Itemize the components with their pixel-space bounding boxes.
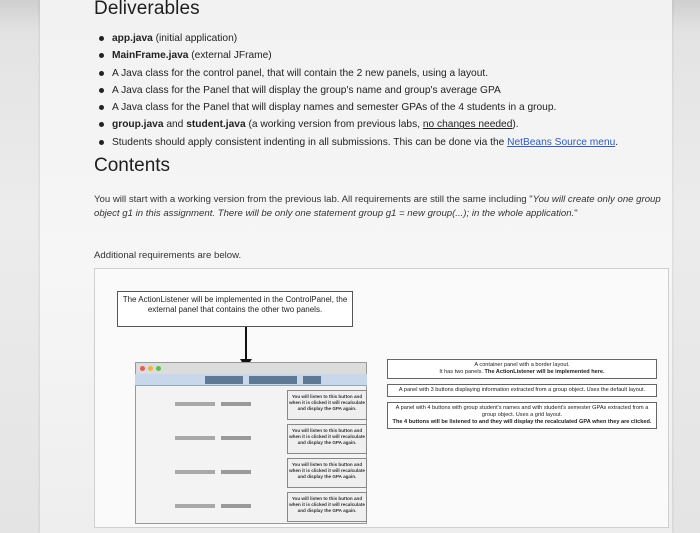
student-row (135, 388, 367, 422)
list-item: A Java class for the control panel, that will contain the 2 new panels, using a layout. (98, 65, 618, 82)
student-name-label (175, 402, 215, 406)
group-info-panel (135, 374, 367, 386)
container-panel-note: A container panel with a border layout. It has two panels. The ActionListener will be implemented here. (387, 359, 657, 379)
list-item: app.java (initial application) (98, 30, 618, 47)
netbeans-source-menu-link[interactable]: NetBeans Source menu (507, 136, 616, 148)
group-name-button (205, 376, 243, 384)
list-item: group.java and student.java (a working version from previous labs, no changes needed). (98, 116, 618, 133)
student-row (135, 422, 367, 456)
student-gpa-button[interactable]: You will listen to this button and when it is clicked it will recalculate and display the GPA again. (287, 492, 367, 522)
arrow-line (245, 327, 247, 361)
layout-diagram (94, 268, 669, 528)
student-name-label (175, 436, 215, 440)
list-item: MainFrame.java (external JFrame) (98, 47, 618, 64)
contents-paragraph: You will start with a working version from the previous lab. All requirements are still the same including "You will create only one group object g1 in this assignment. There will be only one statement group g1 = new group(...); in the whole application." (94, 194, 661, 219)
student-gpa-label (221, 436, 251, 440)
actionlistener-callout: The ActionListener will be implemented in the ControlPanel, the external panel that contains the other two panels. (117, 291, 353, 327)
group-gpa-button (249, 376, 297, 384)
list-item: A Java class for the Panel that will display the group's name and group's average GPA (98, 82, 618, 99)
student-name-label (175, 504, 215, 508)
student-gpa-label (221, 504, 251, 508)
document-page (40, 0, 672, 533)
student-row (135, 490, 367, 524)
diagram-notes (387, 359, 657, 434)
student-gpa-button[interactable]: You will listen to this button and when it is clicked it will recalculate and display the GPA again. (287, 458, 367, 488)
additional-requirements-text: Additional requirements are below. (94, 250, 242, 261)
list-item: Students should apply consistent indenting in all submissions. This can be done via the NetBeans Source menu. (98, 134, 618, 151)
student-name-label (175, 470, 215, 474)
deliverables-heading: Deliverables (94, 0, 200, 19)
group-panel-note: A panel with 3 buttons displaying information extracted from a group object. Uses the default layout. (387, 384, 657, 397)
zoom-dot-icon (156, 366, 161, 371)
student-gpa-label (221, 402, 251, 406)
minimize-dot-icon (148, 366, 153, 371)
student-gpa-button[interactable]: You will listen to this button and when it is clicked it will recalculate and display the GPA again. (287, 390, 367, 420)
contents-heading: Contents (94, 155, 171, 176)
list-item: A Java class for the Panel that will display names and semester GPAs of the 4 students in a group. (98, 99, 618, 116)
close-dot-icon (140, 366, 145, 371)
student-row (135, 456, 367, 490)
student-panel-note: A panel with 4 buttons with group student's names and with student's semester GPAs extracted from a group object. Uses a grid layout. The 4 buttons will be listened to and they will display the recalculated GPA when they are clicked. (387, 402, 657, 429)
deliverables-list (98, 30, 618, 151)
student-gpa-label (221, 470, 251, 474)
student-gpa-button[interactable]: You will listen to this button and when it is clicked it will recalculate and display the GPA again. (287, 424, 367, 454)
group-count-button (303, 376, 321, 384)
